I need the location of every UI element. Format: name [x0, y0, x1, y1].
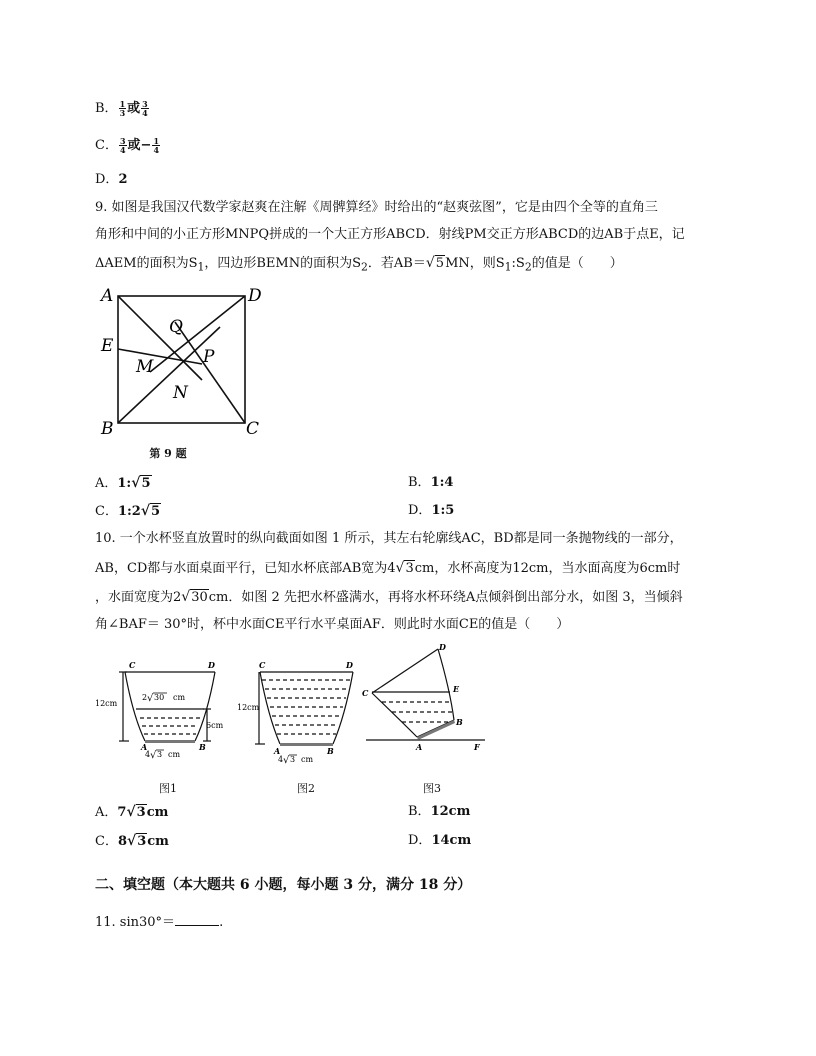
- q10-option-c: C．8√3cm: [95, 833, 169, 849]
- q10-figure-3-caption: 图3: [423, 782, 441, 795]
- fig2-label-c: C: [259, 660, 266, 670]
- q10-figure-1: [95, 656, 230, 776]
- label-c: C: [246, 419, 260, 439]
- q9-option-a: A．1:√5: [95, 475, 151, 491]
- q9-figure-caption: 第 9 题: [149, 447, 187, 460]
- label-a: A: [101, 286, 114, 306]
- label-n: N: [173, 383, 188, 403]
- fig3-label-e: E: [453, 684, 460, 694]
- q10-stem-line2: AB，CD都与水面桌面平行，已知水杯底部AB宽为4√3cm，水杯高度为12cm，当水面高度为6cm时: [95, 560, 681, 576]
- fig3-label-d: D: [439, 642, 446, 652]
- svg-text:√: √: [150, 750, 157, 761]
- q10-option-d: D．14cm: [408, 833, 472, 848]
- q10-figure-2-caption: 图2: [297, 782, 315, 795]
- fig2-label-d: D: [346, 660, 353, 670]
- fig1-top-coef: 2: [142, 693, 148, 702]
- q10-figure-2: [235, 656, 365, 776]
- outline-bd: [195, 672, 215, 741]
- q9-stem-line2: 角形和中间的小正方形MNPQ拼成的一个大正方形ABCD．射线PM交正方形ABCD的边AB于点E，记: [95, 227, 685, 242]
- fig1-bot-rad: 3: [157, 750, 163, 759]
- q10-stem-line1: 10. 一个水杯竖直放置时的纵向截面如图 1 所示，其左右轮廓线AC，BD都是同一条抛物线的一部分，: [95, 531, 683, 546]
- outline-ac: [260, 672, 280, 744]
- section-2-heading: 二、填空题（本大题共 6 小题，每小题 3 分，满分 18 分）: [95, 877, 472, 893]
- q9-option-c: C．1:2√5: [95, 503, 161, 519]
- segment-b-q: [118, 327, 220, 423]
- svg-text:√: √: [283, 755, 290, 766]
- q11-question: 11. sin30°＝ .: [95, 915, 224, 930]
- q10-option-a: A．7√3cm: [95, 804, 169, 820]
- q9-stem-line3: ΔAEM的面积为$S_1$，四边形BEMN的面积为$S_2$．若AB＝√5MN，则$S_1:S_2$的值是（ ）: [95, 255, 623, 274]
- fig2-height: 12cm: [237, 703, 260, 712]
- fig1-label-a: A: [141, 742, 148, 752]
- q8-option-d: D．2: [95, 172, 128, 187]
- rim-cd: [372, 649, 438, 693]
- outline-bd: [438, 649, 454, 720]
- fig2-bot-unit: cm: [301, 755, 314, 764]
- fig1-top-unit: cm: [173, 693, 186, 702]
- q8-option-c: C． $\frac{3}{4}$ 或− $\frac{1}{4}$: [95, 136, 160, 155]
- fig1-label-d: D: [208, 660, 215, 670]
- q10-option-b: B．12cm: [408, 804, 471, 819]
- label-m: M: [136, 357, 154, 377]
- fig3-label-b: B: [456, 717, 463, 727]
- fig1-label-c: C: [129, 660, 136, 670]
- label-d: D: [248, 286, 262, 306]
- fig3-label-f: F: [474, 742, 480, 752]
- label-e: E: [101, 336, 114, 356]
- fig3-label-a: A: [416, 742, 423, 752]
- q11-answer-blank[interactable]: [175, 913, 219, 926]
- fig2-bot-coef: 4: [278, 755, 284, 764]
- label-p: P: [203, 347, 215, 367]
- fig1-bot-unit: cm: [168, 750, 181, 759]
- q8-option-b: B． $\frac{1}{3}$ 或 $\frac{3}{4}$: [95, 99, 148, 118]
- fig2-label-a: A: [274, 746, 281, 756]
- q9-stem-line1: 9. 如图是我国汉代数学家赵爽在注解《周髀算经》时给出的“赵爽弦图”，它是由四个全等的直角三: [95, 200, 658, 215]
- label-b: B: [101, 419, 114, 439]
- fig2-bot-rad: 3: [290, 755, 296, 764]
- outline-bd: [333, 672, 353, 744]
- segment-a-p: [118, 296, 202, 380]
- fig1-bot-coef: 4: [145, 750, 151, 759]
- q10-stem-line4: 角∠BAF＝ 30°时，杯中水面CE平行水平桌面AF．则此时水面CE的值是（ ）: [95, 617, 570, 632]
- fig1-label-b: B: [199, 742, 206, 752]
- q10-figure-3: [360, 640, 490, 770]
- fig1-height: 12cm: [95, 699, 118, 708]
- outline-ac: [125, 672, 148, 741]
- fig2-label-b: B: [327, 746, 334, 756]
- q9-zhaoshuang-figure: [95, 282, 270, 442]
- label-q: Q: [169, 317, 183, 337]
- q10-stem-line3: ，水面宽度为2√30cm．如图 2 先把水杯盛满水，再将水杯环绕A点倾斜倒出部分水，如图 3，当倾斜: [95, 589, 683, 605]
- q9-option-b: B．1:4: [408, 475, 454, 490]
- q9-option-d: D．1:5: [408, 503, 455, 518]
- q10-figure-1-caption: 图1: [159, 782, 177, 795]
- fig3-label-c: C: [362, 688, 369, 698]
- segment-d-m: [150, 296, 245, 372]
- fig1-top-rad: 30: [154, 693, 165, 702]
- outline-ac: [372, 693, 417, 737]
- svg-text:√: √: [147, 693, 154, 704]
- fig1-water-height: 6cm: [206, 721, 224, 730]
